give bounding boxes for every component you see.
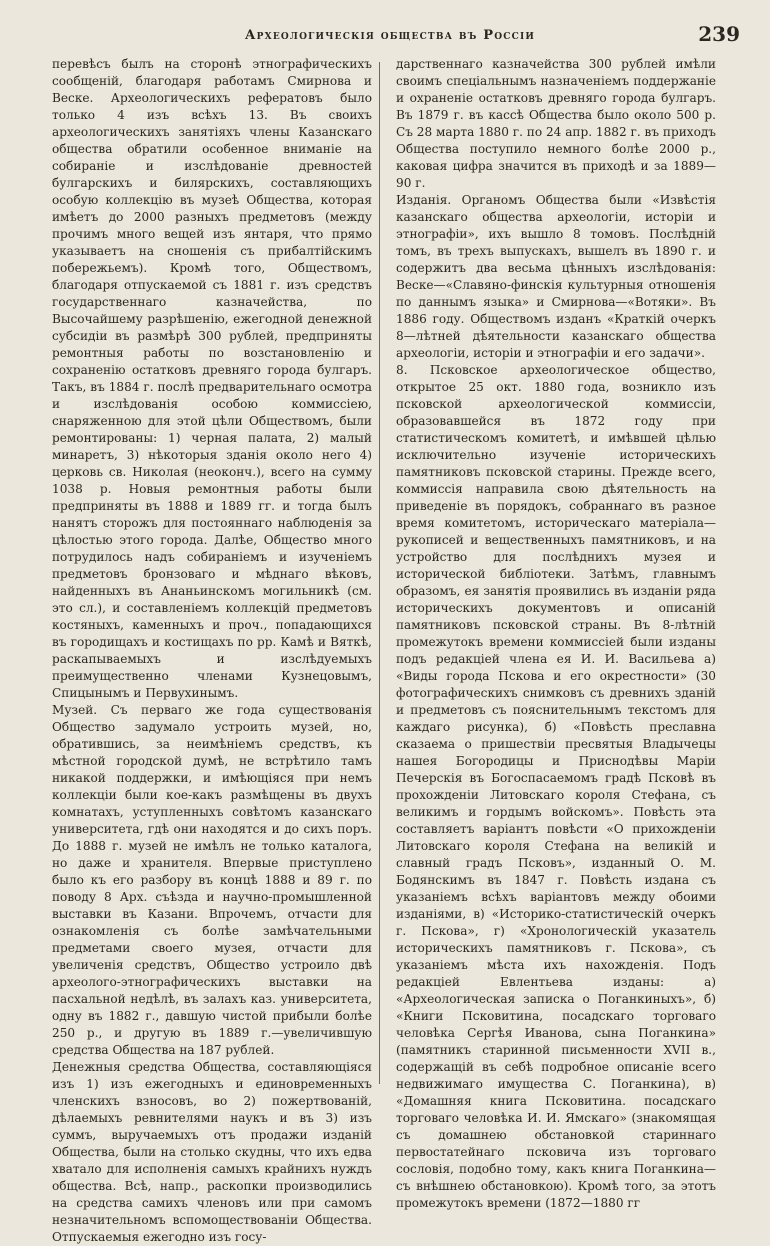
page-number: 239	[698, 22, 740, 46]
left-column-text: перевѣсъ былъ на сторонѣ этнографическихъ сообщеній, благодаря работамъ Смирнова и Веске. Археологическихъ рефератовъ было только 4 изъ всѣхъ 13. Въ своихъ археологическихъ занятіяхъ члены Казанскаго общества обратили особенное вниманіе на собираніе и изслѣдованіе древностей булгарскихъ и билярскихъ, составляющихъ особую коллекцію въ музеѣ Общества, которая имѣетъ до 2000 разныхъ предметовъ (между прочимъ много вещей изъ янтаря, что прямо указываетъ на сношенія съ прибалтійскимъ побережьемъ). Кромѣ того, Обществомъ, благодаря отпускаемой съ 1881 г. изъ средствъ государственнаго казначейства, по Высочайшему разрѣшенію, ежегодной денежной субсидіи въ размѣрѣ 300 рублей, предприняты ремонтныя работы по возстановленію и сохраненію остатковъ древняго города булгаръ. Такъ, въ 1884 г. послѣ предварительнаго осмотра и изслѣдованія особою коммиссіею, снаряженною для этой цѣли Обществомъ, были ремонтированы: 1) черная палата, 2) малый минаретъ, 3) нѣкоторыя зданія около него 4) церковь св. Николая (неоконч.), всего на сумму 1038 р. Новыя ремонтныя работы были предприняты въ 1888 и 1889 гг. и тогда былъ нанятъ сторожъ для постояннаго наблюденія за цѣлостью этого города. Далѣе, Общество много потрудилось надъ собираніемъ и изученіемъ предметовъ бронзоваго и мѣднаго вѣковъ, найденныхъ въ Ананьинскомъ могильникѣ (см. это сл.), и составленіемъ коллекцій предметовъ костяныхъ, каменныхъ и проч., попадающихся въ городищахъ и костищахъ по рр. Камѣ и Вяткѣ, раскапываемыхъ и изслѣдуемыхъ преимущественно членами Кузнецовымъ, Спицынымъ и Первухинымъ. Музей. Съ перваго же года существованія Общество задумало устроить музей, но, обратившись, за неимѣніемъ средствъ, къ мѣстной городской думѣ, не встрѣтило тамъ никакой поддержки, и имѣющіяся при немъ коллекціи были кое-какъ размѣщены въ двухъ комнатахъ, уступленныхъ совѣтомъ казанскаго университета, гдѣ они находятся и до сихъ поръ. До 1888 г. музей не имѣлъ не только каталога, но даже и хранителя. Впервые приступлено было къ его разбору въ концѣ 1888 и 89 г. по поводу 8 Арх. съѣзда и научно-промышленной выставки въ Казани. Впрочемъ, отчасти для ознакомленія съ болѣе замѣчательными предметами своего музея, отчасти для увеличенія средствъ, Общество устроило двѣ археолого-этнографическихъ выставки на пасхальной недѣлѣ, въ залахъ каз. университета, одну въ 1882 г., давшую чистой прибыли болѣе 250 р., и другую въ 1889 г.—увеличившую средства Общества на 187 рублей. Денежныя средства Общества, составляющіяся изъ 1) изъ ежегодныхъ и единовременныхъ членскихъ взносовъ, во 2) пожертвованій, дѣлаемыхъ ревнителями наукъ и въ 3) изъ суммъ, выручаемыхъ отъ продажи изданій Общества, были на столько скудны, что ихъ едва хватало для исполненія самыхъ крайнихъ нуждъ общества. Всѣ, напр., раскопки производились на средства самихъ членовъ или при самомъ незначительномъ вспомоществованіи Общества. Отпускаемыя ежегодно изъ госу-	[52, 57, 372, 1244]
column-divider	[379, 62, 380, 1084]
right-column-text: дарственнаго казначейства 300 рублей имѣли своимъ спеціальнымъ назначеніемъ поддержаніе и охраненіе остатковъ древняго города булгаръ. Въ 1879 г. въ кассѣ Общества было около 500 р. Съ 28 марта 1880 г. по 24 апр. 1882 г. въ приходъ Общества поступило немного болѣе 2000 р., каковая цифра значится въ приходѣ и за 1889—90 г. Изданія. Органомъ Общества были «Извѣстія казанскаго общества археологіи, исторіи и этнографіи», ихъ вышло 8 томовъ. Послѣдній томъ, въ трехъ выпускахъ, вышелъ въ 1890 г. и содержитъ два весьма цѣнныхъ изслѣдованія: Веске—«Славяно-финскія культурныя отношенія по даннымъ языка» и Смирнова—«Вотяки». Въ 1886 году. Обществомъ изданъ «Краткій очеркъ 8—лѣтней дѣятельности казанскаго общества археологіи, исторіи и этнографіи и его задачи». 8. Псковское археологическое общество, открытое 25 окт. 1880 года, возникло изъ псковской археологической коммиссіи, образовавшейся въ 1872 году при статистическомъ комитетѣ, и имѣвшей цѣлью исключительно изученіе историческихъ памятниковъ псковской старины. Прежде всего, коммиссія направила свою дѣятельность на приведеніе въ порядокъ, собраннаго въ разное время комитетомъ, историческаго матеріала—рукописей и вещественныхъ памятниковъ, и на устройство для послѣднихъ музея и исторической библіотеки. Затѣмъ, главнымъ образомъ, ея занятія проявились въ изданіи ряда историческихъ документовъ и описаній памятниковъ псковской страны. Въ 8-лѣтній промежутокъ времени коммиссіей были изданы подъ редакціей члена ея И. И. Васильева а) «Виды города Пскова и его окрестности» (30 фотографическихъ снимковъ съ древнихъ зданій и предметовъ съ пояснительнымъ текстомъ для каждаго рисунка), б) «Повѣсть преславна сказаема о пришествіи пресвятыя Владычецы нашея Богородицы и Приснодѣвы Маріи Печерскія въ Богоспасаемомъ градѣ Псковѣ въ прохожденіи Литовскаго короля Стефана, съ великимъ и гордымъ войскомъ». Повѣсть эта составляетъ варіантъ повѣсти «О прихожденіи Литовскаго короля Стефана на великій и славный градъ Псковъ», изданный О. М. Бодянскимъ въ 1847 г. Повѣсть издана съ указаніемъ всѣхъ варіантовъ между обоими изданіями, в) «Историко-статистическій очеркъ г. Пскова», г) «Хронологическій указатель историческихъ памятниковъ г. Пскова», съ указаніемъ мѣста ихъ нахожденія. Подъ редакціей Евлентьева изданы: а) «Археологическая записка о Поганкиныхъ», б) «Книги Псковитина, посадскаго торговаго человѣка Сергѣя Иванова, сына Поганкина» (памятникъ старинной письменности XVII в., содержащій въ себѣ подробное описаніе всего недвижимаго имущества С. Поганкина), в) «Домашняя книга Псковитина. посадскаго торговаго человѣка И. И. Ямскаго» (знакомящая съ домашнею обстановкой стариннаго первостатейнаго псковича изъ торговаго сословія, подобно тому, какъ книга Поганкина— съ внѣшнею обстановкою). Кромѣ того, за этотъ промежутокъ времени (1872—1880 гг	[396, 57, 716, 1210]
page-header	[48, 22, 740, 48]
running-title: Археологическія общества въ Россіи	[244, 28, 536, 43]
